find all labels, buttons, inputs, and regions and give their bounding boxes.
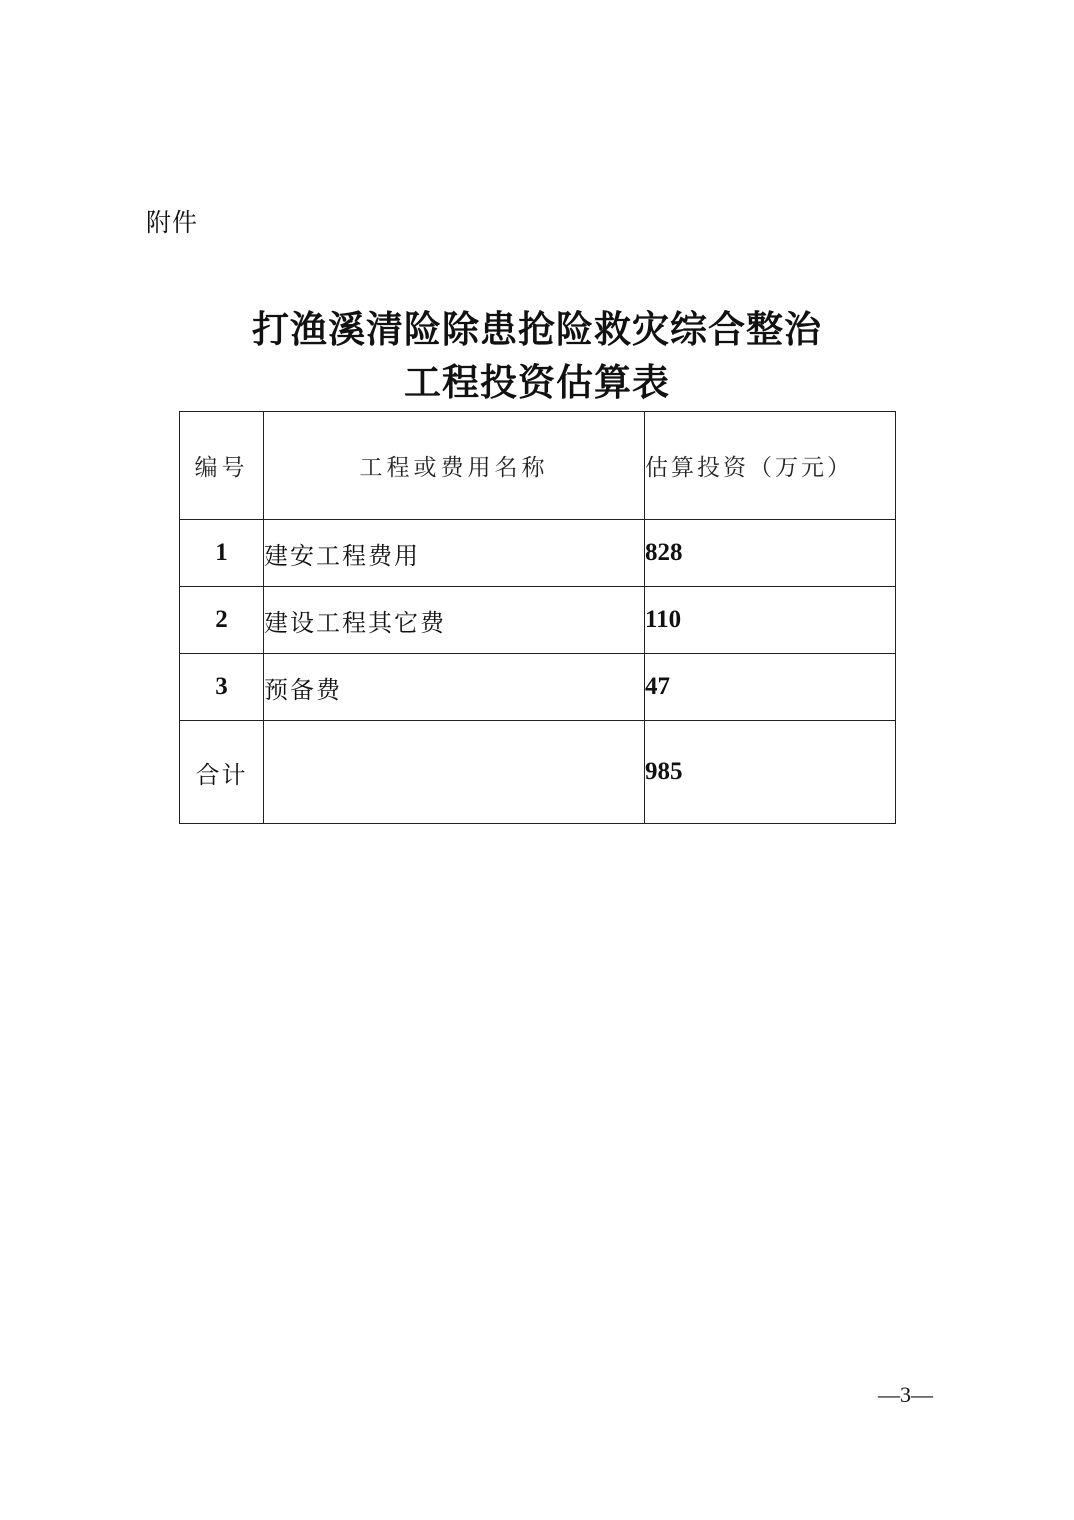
header-estimated-investment: 估算投资（万元） (645, 412, 896, 520)
row-amount: 47 (645, 654, 896, 721)
total-amount: 985 (645, 721, 896, 824)
row-number: 2 (180, 587, 264, 654)
document-title-line-2: 工程投资估算表 (404, 360, 670, 404)
table-row (180, 520, 896, 587)
row-item-name: 建设工程其它费 (264, 587, 645, 654)
investment-estimate-table (179, 411, 896, 824)
total-label: 合计 (180, 721, 264, 824)
table-row (180, 654, 896, 721)
row-amount: 828 (645, 520, 896, 587)
header-item-name: 工程或费用名称 (264, 412, 645, 520)
attachment-label: 附件 (146, 208, 199, 237)
row-number: 3 (180, 654, 264, 721)
document-title-line-1: 打渔溪清险除患抢险救灾综合整治 (252, 307, 822, 351)
table-total-row (180, 721, 896, 824)
page-number: —3— (878, 1382, 933, 1407)
row-item-name: 建安工程费用 (264, 520, 645, 587)
row-amount: 110 (645, 587, 896, 654)
row-item-name: 预备费 (264, 654, 645, 721)
total-item-name (264, 721, 645, 824)
table-row (180, 587, 896, 654)
row-number: 1 (180, 520, 264, 587)
table-header-row (180, 412, 896, 520)
header-number: 编号 (180, 412, 264, 520)
